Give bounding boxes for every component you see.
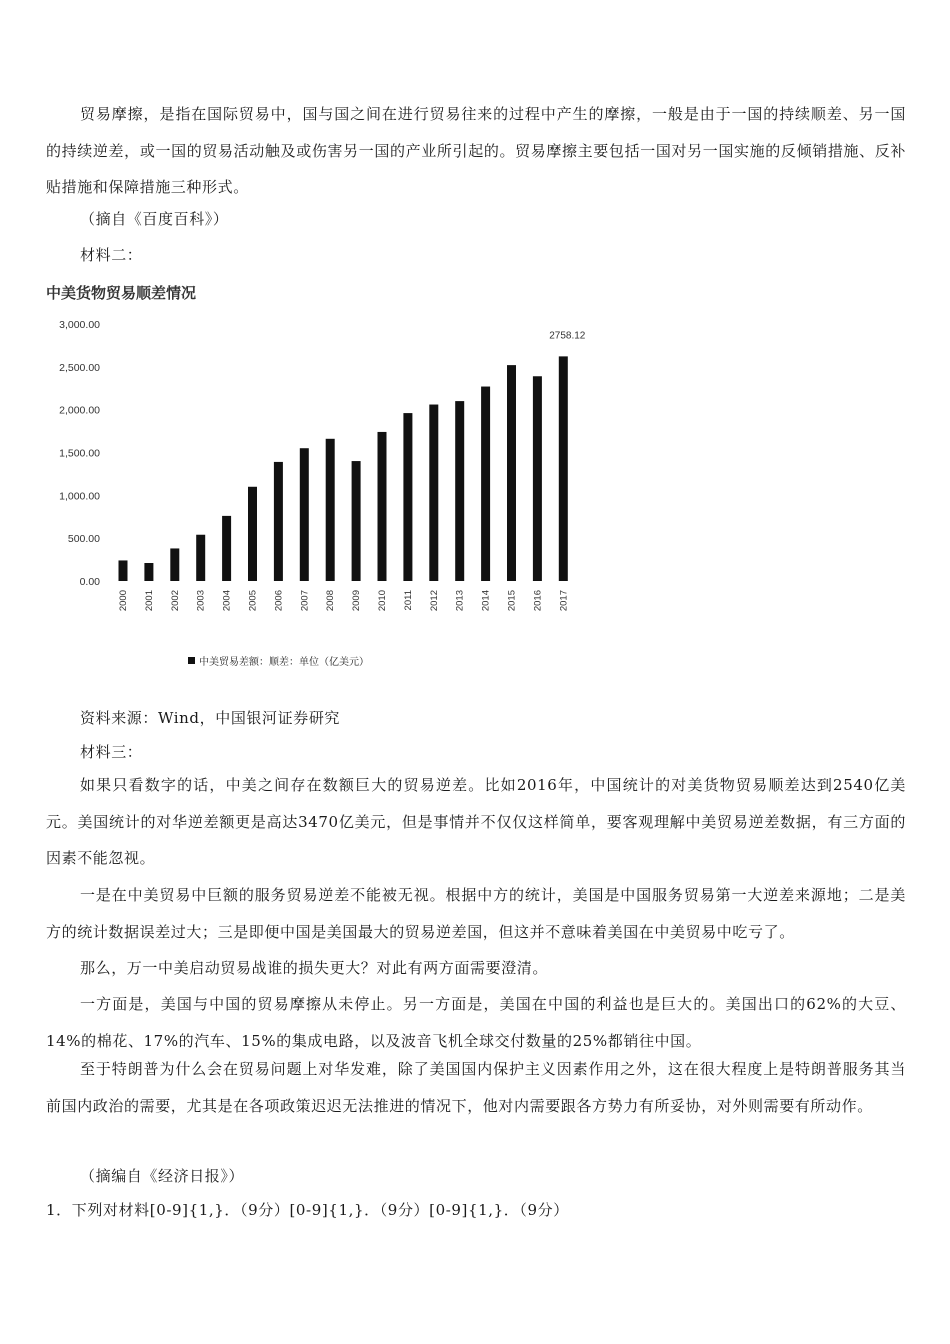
bar-2003 — [196, 535, 205, 581]
material-3-label: 材料三： — [80, 743, 143, 761]
x-tick-label: 2014 — [480, 590, 492, 612]
data-labels — [549, 330, 586, 341]
bar-2012 — [429, 405, 438, 581]
x-tick-label: 2009 — [351, 590, 363, 612]
bar-2009 — [352, 461, 361, 581]
y-tick-label: 2,000.00 — [59, 404, 100, 417]
bar-2010 — [378, 432, 387, 581]
y-tick-label: 500.00 — [67, 533, 100, 546]
bar-2017 — [559, 356, 568, 581]
x-tick-label: 2010 — [377, 590, 388, 612]
citation-economic-daily: （摘编自《经济日报》） — [80, 1167, 245, 1185]
x-tick-label: 2015 — [506, 590, 518, 612]
bar-2005 — [248, 487, 257, 581]
paragraph-trump-motivation: 至于特朗普为什么会在贸易问题上对华发难，除了美国国内保护主义因素作用之外，这在很大程度上是特朗普服务其当前国内政治的需要，尤其是在各项政策迟迟无法推进的情况下，他对内需要跟各方势力有所妥协，对外则需要有所动作。 — [46, 1060, 906, 1115]
bar-2002 — [170, 548, 179, 581]
y-tick-label: 3,000.00 — [59, 319, 100, 331]
y-tick-label: 2,500.00 — [59, 361, 100, 374]
x-tick-label: 2013 — [454, 590, 466, 612]
bar-2011 — [403, 413, 412, 581]
bar-2013 — [455, 401, 464, 581]
x-axis-ticks — [118, 590, 569, 611]
x-tick-label: 2007 — [299, 590, 311, 612]
bar-2007 — [300, 448, 309, 581]
y-tick-label: 1,500.00 — [59, 447, 100, 460]
x-tick-label: 2016 — [532, 590, 544, 612]
material-2-label: 材料二： — [80, 246, 143, 264]
question-1: 1．下列对材料[0-9]{1,}．（9分）[0-9]{1,}．（9分）[0-9]{1,}．（9分） — [46, 1201, 569, 1219]
data-label: 2758.12 — [549, 330, 586, 342]
x-tick-label: 2005 — [247, 590, 259, 612]
bar-2004 — [222, 516, 231, 581]
x-tick-label: 2003 — [195, 590, 207, 612]
bar-2016 — [533, 376, 542, 581]
paragraph-trade-friction: 贸易摩擦，是指在国际贸易中，国与国之间在进行贸易往来的过程中产生的摩擦，一般是由于一国的持续顺差、另一国的持续逆差，或一国的贸易活动触及或伤害另一国的产业所引起的。贸易摩擦主要包括一国对另一国实施的反倾销措施、反补贴措施和保障措施三种形式。 — [46, 105, 906, 196]
bar-2001 — [144, 563, 153, 581]
x-tick-label: 2004 — [221, 590, 233, 612]
bar-2015 — [507, 365, 516, 581]
x-tick-label: 2012 — [428, 590, 440, 612]
bar-2008 — [326, 439, 335, 581]
bars — [119, 356, 568, 581]
paragraph-us-interests: 一方面是，美国与中国的贸易摩擦从未停止。另一方面是，美国在中国的利益也是巨大的。美国出口的62%的大豆、14%的棉花、17%的汽车、15%的集成电路，以及波音飞机全球交付数量的25%都销往中国。 — [46, 995, 906, 1050]
x-tick-label: 2017 — [558, 590, 570, 612]
y-axis-ticks — [59, 319, 100, 588]
x-tick-label: 2006 — [273, 590, 285, 612]
bar-2000 — [119, 560, 128, 581]
citation-baidu: （摘自《百度百科》） — [80, 210, 229, 228]
y-tick-label: 1,000.00 — [59, 490, 100, 503]
source-note: 资料来源：Wind，中国银河证券研究 — [80, 709, 341, 727]
x-tick-label: 2001 — [143, 590, 155, 612]
x-tick-label: 2002 — [169, 590, 181, 612]
paragraph-service-trade: 一是在中美贸易中巨额的服务贸易逆差不能被无视。根据中方的统计，美国是中国服务贸易第一大逆差来源地；二是美方的统计数据误差过大；三是即便中国是美国最大的贸易逆差国，但这并不意味着美国在中美贸易中吃亏了。 — [46, 886, 906, 941]
legend-swatch — [188, 657, 195, 664]
paragraph-deficit-data: 如果只看数字的话，中美之间存在数额巨大的贸易逆差。比如2016年，中国统计的对美货物贸易顺差达到2540亿美元。美国统计的对华逆差额更是高达3470亿美元，但是事情并不仅仅这样简单，要客观理解中美贸易逆差数据，有三方面的因素不能忽视。 — [46, 776, 906, 867]
legend-label: 中美贸易差额：顺差：单位（亿美元） — [199, 657, 369, 668]
bar-2006 — [274, 462, 283, 581]
x-tick-label: 2011 — [402, 590, 414, 611]
bar-2014 — [481, 387, 490, 581]
y-tick-label: 0.00 — [79, 576, 100, 588]
paragraph-trade-war-question: 那么，万一中美启动贸易战谁的损失更大？对此有两方面需要澄清。 — [80, 959, 549, 977]
chart-title: 中美货物贸易顺差情况 — [46, 285, 197, 302]
x-tick-label: 2000 — [118, 590, 129, 612]
x-tick-label: 2008 — [325, 590, 337, 612]
trade-surplus-bar-chart — [40, 278, 620, 678]
